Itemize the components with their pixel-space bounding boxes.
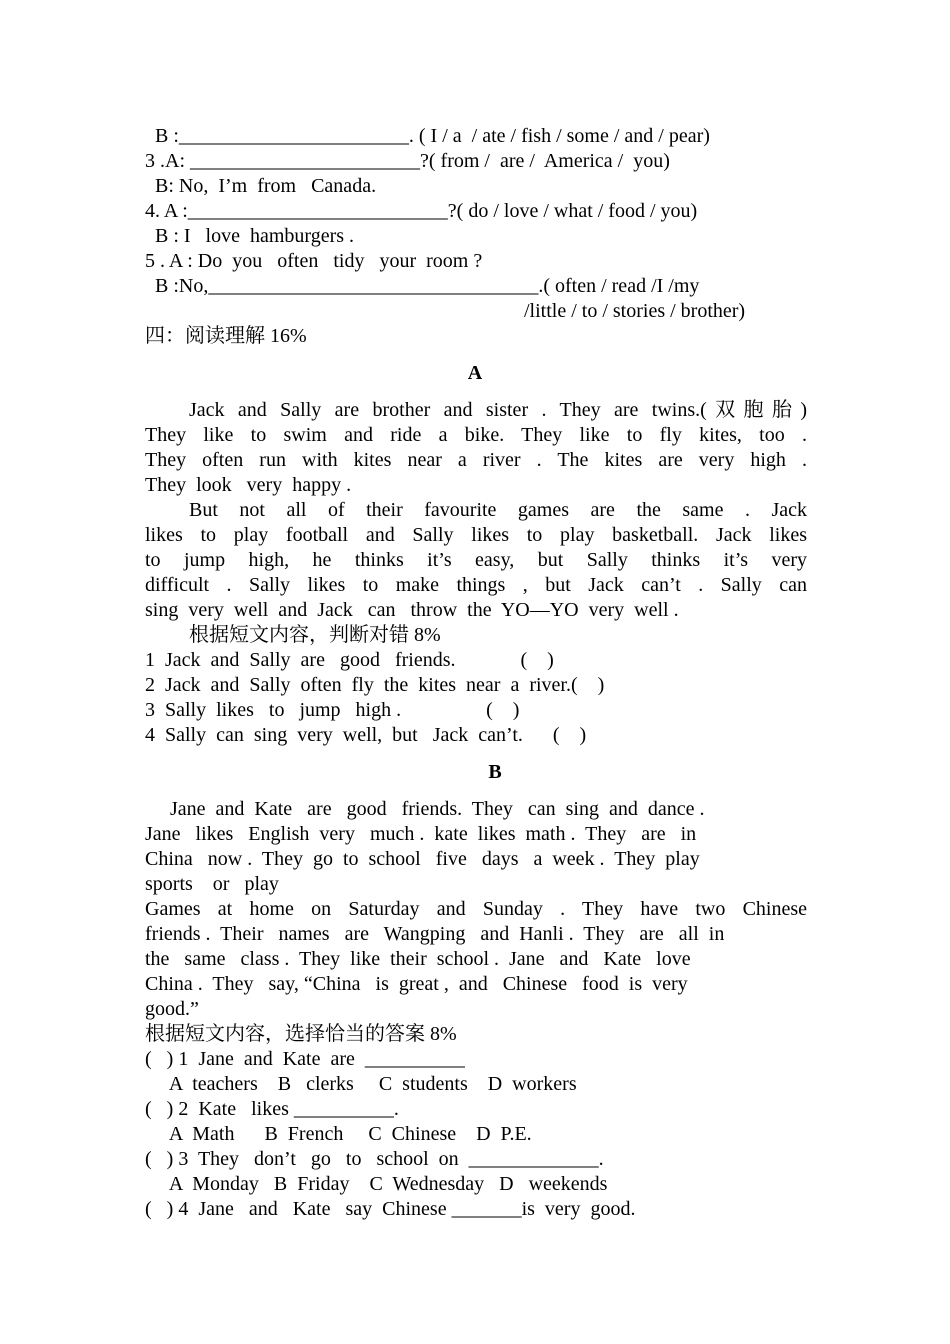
passage-b-question: ( ) 3 They don’t go to school on _____________. bbox=[145, 1148, 604, 1170]
section-title-reading: 四：阅读理解 16% bbox=[145, 325, 307, 347]
passage-a-p2-line: difficult . Sally likes to make things , but Jack can’t . Sally can bbox=[145, 574, 807, 596]
q2-answer-line: B :_______________________. ( I / a / ate / fish / some / and / pear) bbox=[145, 125, 710, 147]
passage-a-p2-line: to jump high, he thinks it’s easy, but Sally thinks it’s very bbox=[145, 549, 807, 571]
passage-b-p2-line: the same class . They like their school . Jane and Kate love bbox=[145, 948, 691, 970]
passage-a-instruction: 根据短文内容，判断对错 8% bbox=[189, 624, 441, 646]
q5-answer-line: B :No,_________________________________.( often / read /I /my bbox=[145, 275, 700, 297]
passage-a-p2-line: likes to play football and Sally likes to play basketball. Jack likes bbox=[145, 524, 807, 546]
passage-b-heading: B bbox=[488, 761, 502, 783]
passage-b-instruction: 根据短文内容，选择恰当的答案 8% bbox=[145, 1023, 457, 1045]
passage-a-p2-line: But not all of their favourite games are the same . Jack bbox=[189, 499, 807, 521]
q5-answer-continuation: /little / to / stories / brother) bbox=[524, 300, 746, 322]
passage-a-line: Jack and Sally are brother and sister . They are twins.(双胞胎) bbox=[189, 399, 807, 421]
q4-question-line: 4. A :__________________________?( do / love / what / food / you) bbox=[145, 200, 698, 222]
passage-a-line: They look very happy . bbox=[145, 474, 352, 496]
passage-b-p2-line: good.” bbox=[145, 998, 199, 1020]
passage-b-line: China now . They go to school five days a week . They play bbox=[145, 848, 700, 870]
passage-a-question: 3 Sally likes to jump high . ( ) bbox=[145, 699, 520, 721]
passage-b-line: Jane likes English very much . kate likes math . They are in bbox=[145, 823, 697, 845]
passage-b-p2-line: Games at home on Saturday and Sunday . They have two Chinese bbox=[145, 898, 807, 920]
passage-a-question: 4 Sally can sing very well, but Jack can’t. ( ) bbox=[145, 724, 587, 746]
passage-a-line: They like to swim and ride a bike. They like to fly kites, too . bbox=[145, 424, 807, 446]
passage-a-line: They often run with kites near a river . The kites are very high . bbox=[145, 449, 807, 471]
passage-a-question: 1 Jack and Sally are good friends. ( ) bbox=[145, 649, 554, 671]
passage-b-p2-line: China . They say, “China is great , and Chinese food is very bbox=[145, 973, 688, 995]
passage-a-heading: A bbox=[467, 362, 483, 384]
q5-question-line: 5 . A : Do you often tidy your room ? bbox=[145, 250, 483, 272]
passage-b-options: A Math B French C Chinese D P.E. bbox=[145, 1123, 532, 1145]
passage-a-p2-line: sing very well and Jack can throw the YO—YO very well . bbox=[145, 599, 679, 621]
q4-answer-line: B : I love hamburgers . bbox=[145, 225, 355, 247]
passage-b-question: ( ) 2 Kate likes __________. bbox=[145, 1098, 399, 1120]
passage-b-question: ( ) 4 Jane and Kate say Chinese _______is very good. bbox=[145, 1198, 636, 1220]
passage-b-line: Jane and Kate are good friends. They can sing and dance . bbox=[145, 798, 705, 820]
passage-b-line: sports or play bbox=[145, 873, 279, 895]
q3-answer-line: B: No, I’m from Canada. bbox=[145, 175, 377, 197]
passage-b-question: ( ) 1 Jane and Kate are __________ bbox=[145, 1048, 465, 1070]
passage-b-options: A teachers B clerks C students D workers bbox=[145, 1073, 577, 1095]
passage-a-question: 2 Jack and Sally often fly the kites near a river.( ) bbox=[145, 674, 605, 696]
passage-b-options: A Monday B Friday C Wednesday D weekends bbox=[145, 1173, 608, 1195]
passage-b-p2-line: friends . Their names are Wangping and Hanli . They are all in bbox=[145, 923, 725, 945]
q3-question-line: 3 .A: _______________________?( from / are / America / you) bbox=[145, 150, 670, 172]
